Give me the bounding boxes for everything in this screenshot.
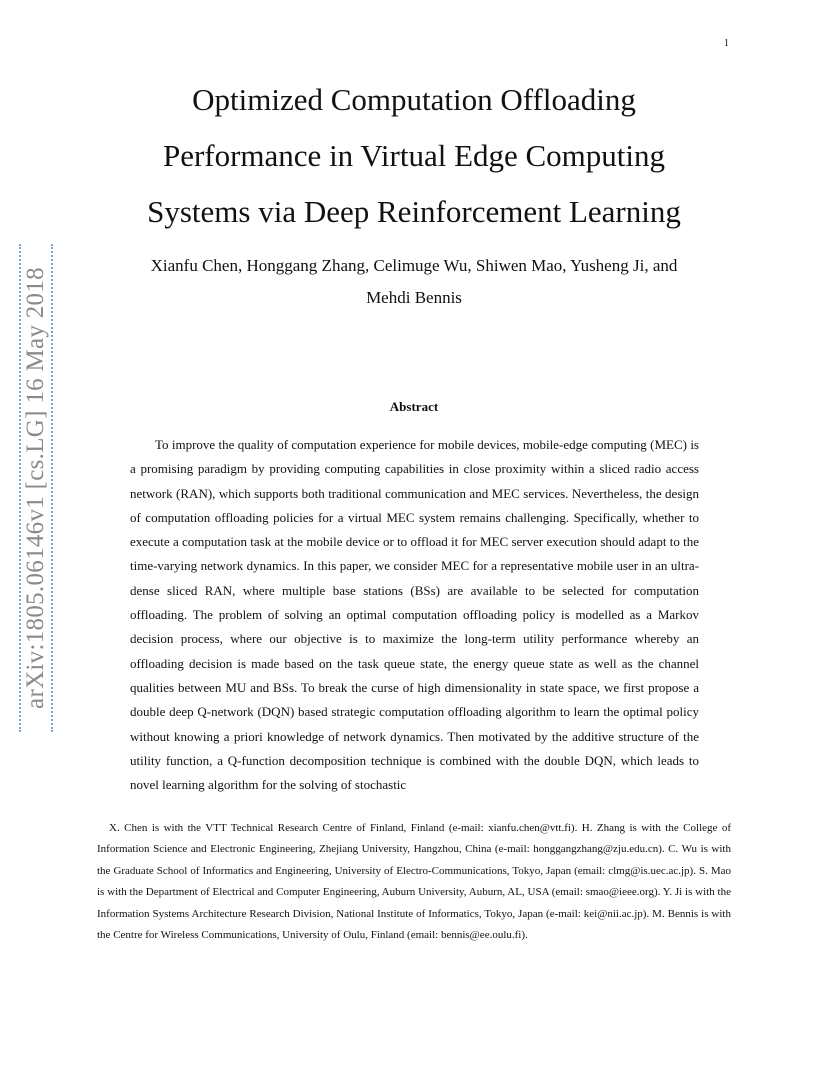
page-number: 1	[724, 38, 729, 49]
author-list	[90, 250, 738, 314]
arxiv-identifier[interactable]: arXiv:1805.06146v1 [cs.LG] 16 May 2018	[22, 267, 49, 709]
abstract-body: To improve the quality of computation experience for mobile devices, mobile-edge computing (MEC) is a promising paradigm by providing computing capabilities in close proximity within a sliced radio access network (RAN), which supports both traditional communication and MEC services. Nevertheless, the design of computation offloading policies for a virtual MEC system remains challenging. Specifically, whether to execute a computation task at the mobile device or to offload it for MEC server execution should adapt to the time-varying network dynamics. In this paper, we consider MEC for a representative mobile user in an ultra-dense sliced RAN, where multiple base stations (BSs) are available to be selected for computation offloading. The problem of solving an optimal computation offloading policy is modelled as a Markov decision process, where our objective is to maximize the long-term utility performance whereby an offloading decision is made based on the task queue state, the energy queue state as well as the channel qualities between MU and BSs. To break the curse of high dimensionality in state space, we first propose a double deep Q-network (DQN) based strategic computation offloading algorithm to learn the optimal policy without knowing a priori knowledge of network dynamics. Then motivated by the additive structure of the utility function, a Q-function decomposition technique is combined with the double DQN, which leads to novel learning algorithm for the solving of stochastic	[130, 437, 699, 793]
paper-title	[100, 72, 728, 240]
title-line: Performance in Virtual Edge Computing	[162, 138, 666, 173]
affiliation-footnote: X. Chen is with the VTT Technical Research Centre of Finland, Finland (e-mail: xianfu.chen@vtt.fi). H. Zhang is with the College of Information Science and Electronic Engineering, Zhejiang University, Hangzhou, China (e-mail: honggangzhang@zju.edu.cn). C. Wu is with the Graduate School of Informatics and Engineering, University of Electro-Communications, Tokyo, Japan (email: clmg@is.uec.ac.jp). S. Mao is with the Department of Electrical and Computer Engineering, Auburn University, Auburn, AL, USA (email: smao@ieee.org). Y. Ji is with the Information Systems Architecture Research Division, National Institute of Informatics, Tokyo, Japan (e-mail: kei@nii.ac.jp). M. Bennis is with the Centre for Wireless Communications, University of Oulu, Finland (email: bennis@ee.oulu.fi).	[97, 822, 731, 942]
abstract-heading: Abstract	[389, 399, 439, 414]
author-line: Mehdi Bennis	[366, 288, 462, 307]
author-line: Xianfu Chen, Honggang Zhang, Celimuge Wu, Shiwen Mao, Yusheng Ji, and	[150, 256, 678, 275]
title-line: Systems via Deep Reinforcement Learning	[147, 194, 681, 229]
title-line: Optimized Computation Offloading	[192, 82, 636, 117]
arxiv-stamp	[15, 238, 57, 738]
